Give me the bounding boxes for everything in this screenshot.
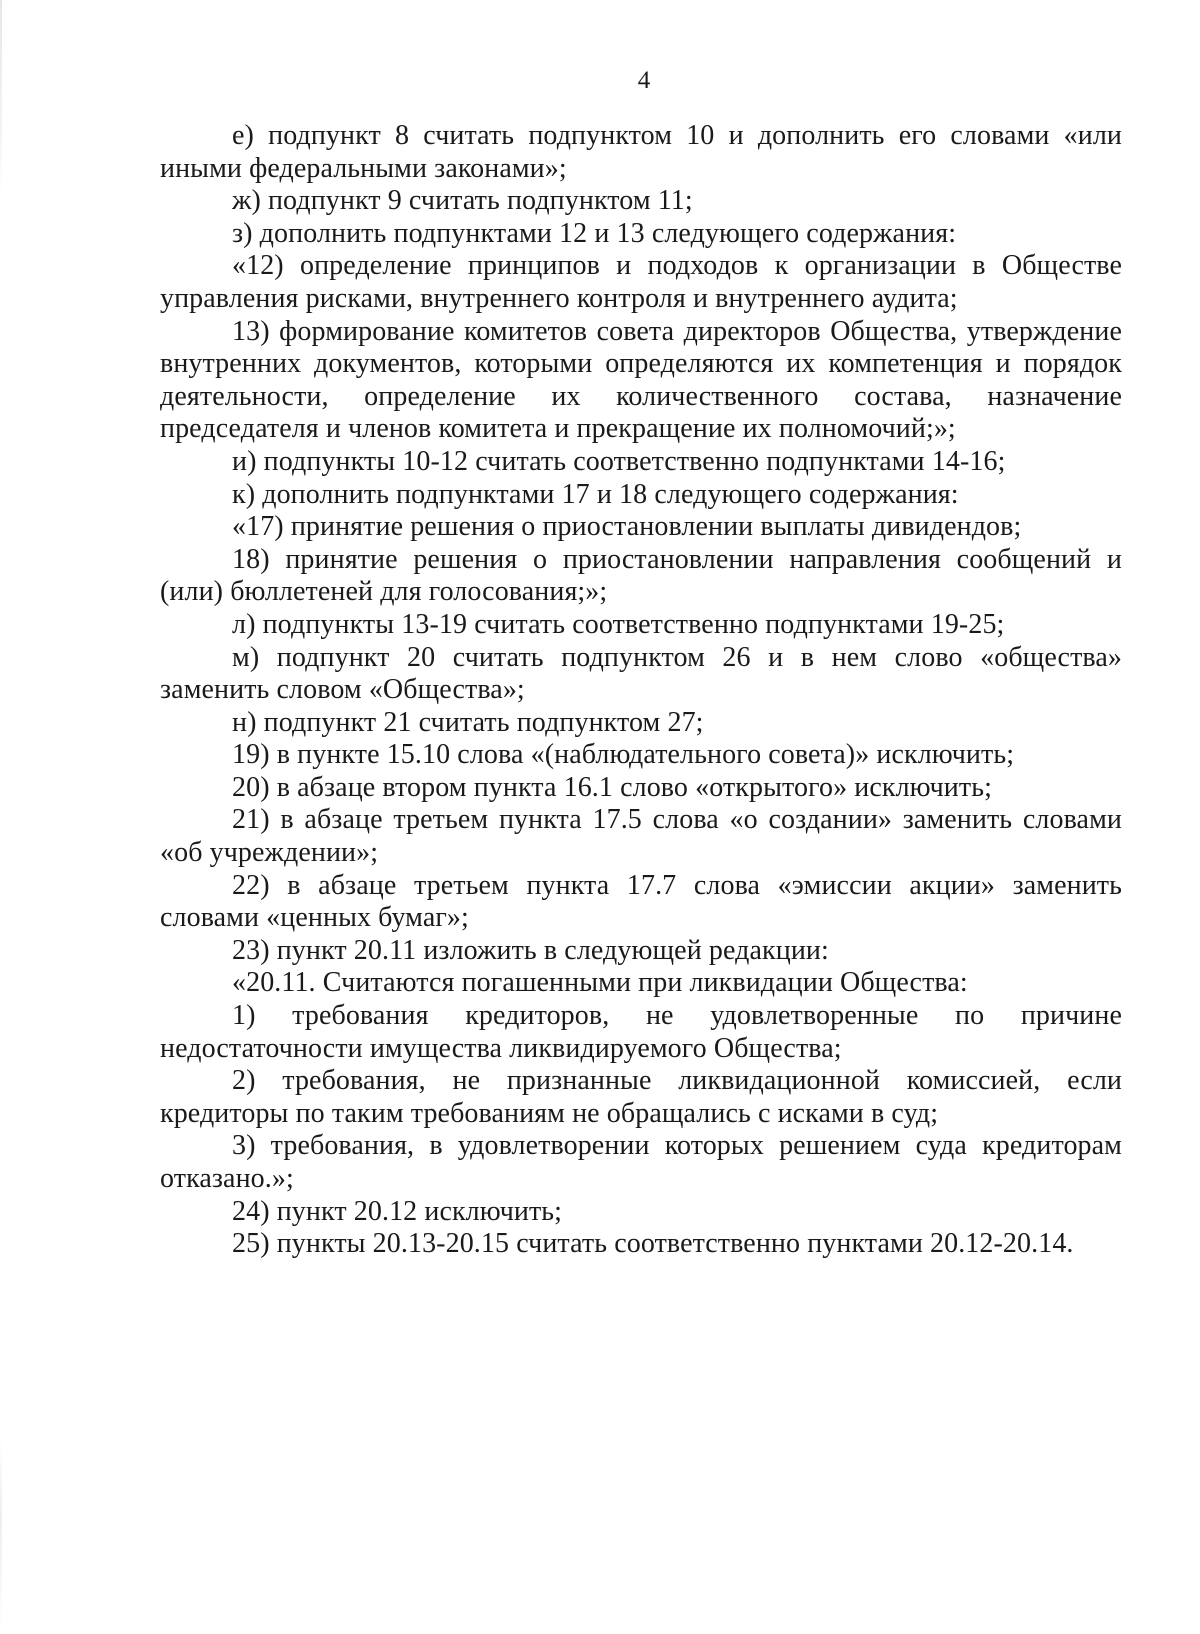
paragraph-13: 13) формирование комитетов совета директоров Общества, утверждение внутренних документов, которыми определяются их компетенция и порядок деятельности, определение их количественного состава, назначение председателя и членов комитета и прекращение их полномочий;»; — [160, 315, 1122, 445]
paragraph-m: м) подпункт 20 считать подпунктом 26 и в нем слово «общества» заменить словом «Общества»; — [160, 641, 1122, 706]
paragraph-e: е) подпункт 8 считать подпунктом 10 и дополнить его словами «или иными федеральными законами»; — [160, 120, 1122, 184]
paragraph-item-25: 25) пункты 20.13-20.15 считать соответственно пунктами 20.12-20.14. — [232, 1228, 1074, 1260]
page-number: 4 — [637, 67, 651, 94]
paragraph-i: и) подпункты 10-12 считать соответственно подпунктами 14-16; — [232, 445, 1006, 477]
scan-edge-shadow — [0, 0, 2, 1634]
paragraph-17: «17) принятие решения о приостановлении выплаты дивидендов; — [232, 511, 1022, 543]
paragraph-l: л) подпункты 13-19 считать соответственно подпунктами 19-25; — [232, 608, 1005, 640]
paragraph-z: з) дополнить подпунктами 12 и 13 следующего содержания: — [232, 217, 957, 249]
document-body — [160, 120, 1122, 1261]
paragraph-claim-2: 2) требования, не признанные ликвидационной комиссией, если кредиторы по таким требованиям не обращались с исками в суд; — [160, 1065, 1122, 1129]
paragraph-item-19: 19) в пункте 15.10 слова «(наблюдательного совета)» исключить; — [232, 739, 1015, 771]
paragraph-item-23: 23) пункт 20.11 изложить в следующей редакции: — [232, 934, 829, 966]
paragraph-zh: ж) подпункт 9 считать подпунктом 11; — [232, 185, 693, 217]
paragraph-claim-1: 1) требования кредиторов, не удовлетворенные по причине недостаточности имущества ликвидируемого Общества; — [160, 1000, 1122, 1064]
paragraph-item-24: 24) пункт 20.12 исключить; — [232, 1195, 563, 1227]
paragraph-item-21: 21) в абзаце третьем пункта 17.5 слова «о создании» заменить словами «об учреждении»; — [160, 804, 1122, 869]
paragraph-k: к) дополнить подпунктами 17 и 18 следующего содержания: — [232, 478, 959, 510]
paragraph-item-20: 20) в абзаце втором пункта 16.1 слово «открытого» исключить; — [232, 771, 992, 803]
paragraph-item-22: 22) в абзаце третьем пункта 17.7 слова «эмиссии акции» заменить словами «ценных бумаг»; — [160, 869, 1122, 934]
paragraph-n: н) подпункт 21 считать подпунктом 27; — [232, 706, 704, 738]
paragraph-20-11: «20.11. Считаются погашенными при ликвидации Общества: — [232, 967, 968, 999]
paragraph-claim-3: 3) требования, в удовлетворении которых решением суда кредиторам отказано.»; — [160, 1130, 1122, 1194]
paragraph-12: «12) определение принципов и подходов к организации в Обществе управления рисками, внутреннего контроля и внутреннего аудита; — [160, 250, 1122, 314]
paragraph-18: 18) принятие решения о приостановлении направления сообщений и (или) бюллетеней для голосования;»; — [160, 543, 1122, 608]
